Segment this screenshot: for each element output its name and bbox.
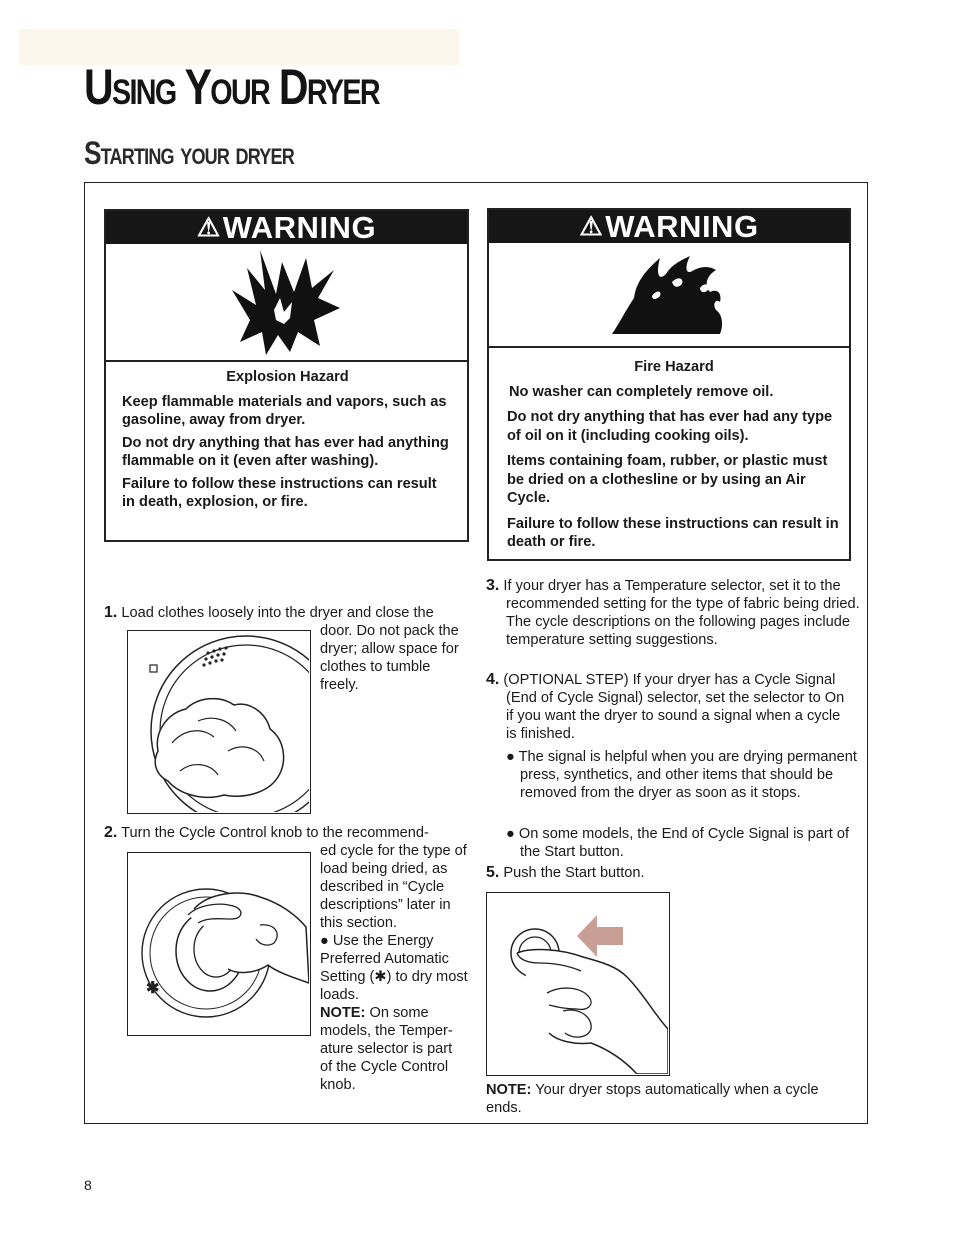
bullet-text: The signal is helpful when you are drying permanent press, synthetics, and other items that should be removed from the dryer as soon as it stops. bbox=[518, 749, 857, 801]
note-text: On some models, the Temper-ature selector is part of the Cycle Control knob. bbox=[320, 1005, 453, 1093]
step-number: 2. bbox=[104, 824, 118, 841]
step-number: 1. bbox=[104, 604, 118, 621]
warning-text bbox=[106, 362, 467, 524]
step-text: Turn the Cycle Control knob to the recommend- bbox=[121, 825, 429, 841]
page-title: Using Your Dryer bbox=[84, 59, 379, 115]
step-4 bbox=[486, 671, 852, 743]
start-button-image bbox=[487, 893, 668, 1074]
hazard-title: Explosion Hazard bbox=[226, 369, 349, 385]
step-text: ed cycle for the type of load being dried, as described in “Cycle descriptions” later in this section. bbox=[320, 843, 467, 931]
warning-line: Keep flammable materials and vapors, such as gasoline, away from dryer. bbox=[122, 393, 447, 428]
step-text: Push the Start button. bbox=[503, 865, 645, 881]
explosion-warning-box bbox=[104, 209, 469, 542]
bullet-text: On some models, the End of Cycle Signal is part of the Start button. bbox=[518, 826, 850, 860]
section-subtitle: Starting your dryer bbox=[84, 135, 294, 171]
warning-header bbox=[106, 211, 467, 244]
step-1-continued bbox=[320, 622, 468, 694]
bullet-item bbox=[506, 825, 860, 861]
bullet-text: Use the Energy Preferred Automatic Setting (✱) to dry most loads. bbox=[320, 933, 468, 1003]
step-text: If your dryer has a Temperature selector, set it to the recommended setting for the type of fabric being dried. The cycle descriptions on the following pages include temperature setting suggestions. bbox=[503, 578, 860, 648]
hazard-title: Fire Hazard bbox=[634, 359, 714, 375]
warning-line: Failure to follow these instructions can result in death or fire. bbox=[507, 515, 839, 550]
step-text: Load clothes loosely into the dryer and close the bbox=[121, 605, 434, 621]
bullet-icon: ● bbox=[320, 933, 329, 949]
step-3 bbox=[486, 577, 872, 649]
step-1 bbox=[104, 604, 469, 622]
warning-line: Failure to follow these instructions can result in death, explosion, or fire. bbox=[122, 475, 437, 510]
fire-warning-box bbox=[487, 208, 851, 561]
note-label: NOTE: bbox=[320, 1005, 366, 1021]
warning-text bbox=[489, 348, 849, 564]
final-note bbox=[486, 1081, 836, 1117]
note-text: Your dryer stops automatically when a cycle ends. bbox=[486, 1082, 819, 1116]
dryer-drum-image bbox=[128, 631, 309, 812]
bullet-icon: ● bbox=[506, 826, 515, 842]
explosion-icon bbox=[232, 250, 342, 355]
warning-line: Do not dry anything that has ever had any type of oil on it (including cooking oils). bbox=[507, 409, 833, 444]
warning-label: WARNING bbox=[222, 209, 377, 245]
bullet-item bbox=[506, 748, 860, 802]
step-2-continued bbox=[320, 842, 468, 1094]
cycle-knob-illustration bbox=[127, 852, 311, 1036]
warning-triangle-icon: ⚠ bbox=[196, 212, 221, 242]
cycle-knob-image bbox=[128, 853, 309, 1034]
note-label: NOTE: bbox=[486, 1082, 532, 1098]
warning-line: Items containing foam, rubber, or plastic must be dried on a clothesline or by using an Air Cycle. bbox=[507, 453, 828, 506]
explosion-art bbox=[106, 244, 467, 362]
bullet-icon: ● bbox=[506, 749, 515, 765]
warning-label: WARNING bbox=[605, 208, 759, 244]
step-number: 3. bbox=[486, 577, 500, 594]
warning-line: Do not dry anything that has ever had anything flammable on it (even after washing). bbox=[122, 434, 449, 469]
step-5 bbox=[486, 864, 852, 882]
start-button-illustration bbox=[486, 892, 670, 1076]
page-number: 8 bbox=[84, 1177, 92, 1193]
svg-text:✱: ✱ bbox=[146, 980, 160, 997]
fire-art bbox=[489, 243, 849, 348]
step-number: 5. bbox=[486, 864, 500, 881]
load-dryer-illustration bbox=[127, 630, 311, 814]
warning-header bbox=[489, 210, 849, 243]
warning-line: No washer can completely remove oil. bbox=[509, 383, 774, 400]
fire-icon bbox=[612, 252, 727, 337]
step-number: 4. bbox=[486, 671, 500, 688]
step-text: (OPTIONAL STEP) If your dryer has a Cycle Signal (End of Cycle Signal) selector, set the selector to On if you want the dryer to sound a signal when a cycle is finished. bbox=[503, 672, 845, 742]
warning-triangle-icon: ⚠ bbox=[579, 211, 604, 241]
step-text: door. Do not pack the dryer; allow space for clothes to tumble freely. bbox=[320, 623, 459, 693]
step-2 bbox=[104, 824, 469, 842]
